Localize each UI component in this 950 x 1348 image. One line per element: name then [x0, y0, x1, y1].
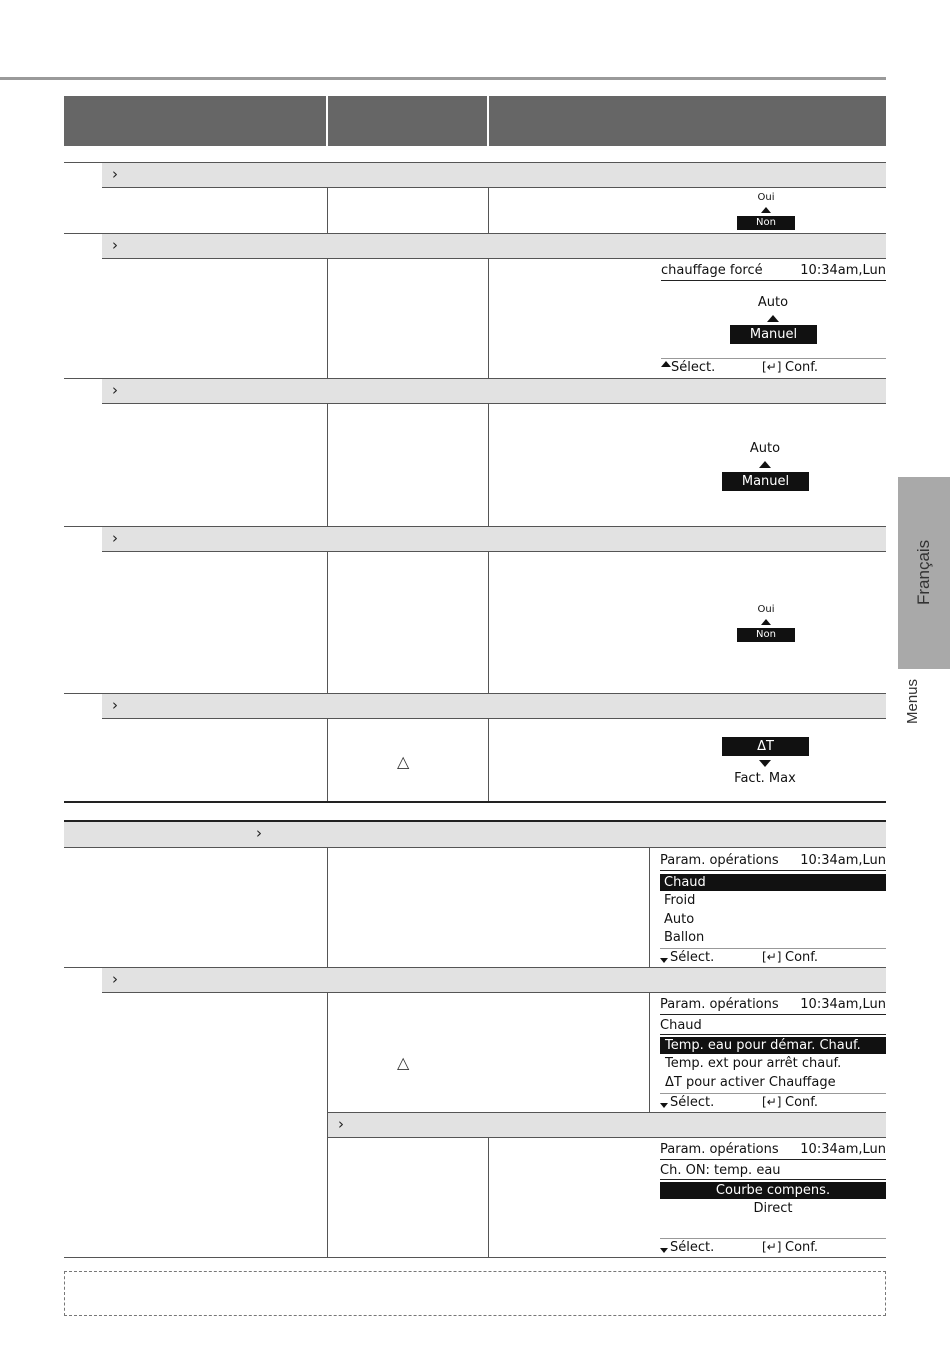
lcd-rule: [660, 1159, 886, 1160]
lcd-title: Param. opérations: [660, 853, 779, 868]
chevron-right-icon: ›: [112, 236, 118, 254]
section-end-rule: [64, 801, 886, 803]
heat-item: ΔT pour activer Chauffage: [665, 1075, 836, 1090]
footer-confirm: Conf.: [785, 950, 819, 965]
footer-select: Sélect.: [670, 1240, 715, 1255]
col-divider: [488, 188, 489, 233]
mode-item-selected: Chaud: [660, 874, 886, 891]
col-divider: [327, 404, 328, 526]
option-auto: Auto: [757, 295, 789, 310]
option-oui: Oui: [757, 604, 775, 615]
lcd-time: 10:34am,Lun: [800, 853, 886, 868]
col-divider: [327, 259, 328, 378]
lcd-time: 10:34am,Lun: [800, 263, 886, 278]
lcd-rule: [660, 1034, 886, 1035]
arrow-up-icon: [767, 315, 779, 322]
section-label: Menus: [904, 678, 921, 724]
enter-key-icon: [↵]: [762, 360, 782, 374]
option-manuel-selected: Manuel: [730, 325, 817, 344]
lcd-rule: [660, 870, 886, 871]
arrow-down-icon: [759, 760, 771, 767]
chevron-right-icon: ›: [256, 824, 262, 842]
mode-item: Froid: [664, 893, 696, 908]
mode-item: Ballon: [664, 930, 705, 945]
col-divider: [327, 188, 328, 233]
option-non-selected: Non: [737, 628, 795, 642]
enter-key-icon: [↵]: [762, 1240, 782, 1254]
header-col-setting: [328, 96, 487, 146]
lcd-rule: [660, 1014, 886, 1015]
lcd-rule: [660, 1238, 886, 1239]
menu-bar-4: [102, 526, 886, 552]
footer-confirm: Conf.: [785, 1095, 819, 1110]
menu-bar-water-temp: [328, 1112, 886, 1138]
col-divider: [488, 719, 489, 802]
lcd-time: 10:34am,Lun: [800, 997, 886, 1012]
col-divider: [488, 404, 489, 526]
language-label: Français: [914, 539, 933, 605]
chevron-right-icon: ›: [112, 696, 118, 714]
heat-item-selected: Temp. eau pour démar. Chauf.: [660, 1037, 886, 1054]
warning-triangle-icon: △: [397, 752, 410, 771]
lcd-rule: [660, 948, 886, 949]
col-divider: [488, 259, 489, 378]
lcd-time: 10:34am,Lun: [800, 1142, 886, 1157]
lcd-rule: [661, 358, 886, 359]
header-col-menu: [64, 96, 326, 146]
table-bottom-rule: [64, 1257, 886, 1258]
footer-select: Sélect.: [670, 1095, 715, 1110]
option-auto: Auto: [749, 441, 781, 456]
chevron-right-icon: ›: [112, 165, 118, 183]
arrow-up-icon: [661, 361, 671, 367]
option-direct: Direct: [753, 1201, 793, 1216]
col-divider: [488, 552, 489, 693]
option-delta-t-selected: ΔT: [722, 737, 809, 756]
footer-confirm: Conf.: [785, 1240, 819, 1255]
lcd-title: chauffage forcé: [661, 263, 763, 278]
arrow-down-icon: [660, 958, 668, 963]
menu-bar-3: [102, 378, 886, 404]
arrow-down-icon: [660, 1103, 668, 1108]
lcd-title: Param. opérations: [660, 1142, 779, 1157]
lcd-rule: [660, 1179, 886, 1180]
enter-key-icon: [↵]: [762, 950, 782, 964]
footer-select: Sélect.: [670, 950, 715, 965]
chevron-right-icon: ›: [112, 970, 118, 988]
chevron-right-icon: ›: [112, 381, 118, 399]
footer-confirm: Conf.: [785, 360, 819, 375]
arrow-up-icon: [761, 619, 771, 625]
mode-item: Auto: [664, 912, 695, 927]
footer-select: Sélect.: [671, 360, 716, 375]
enter-key-icon: [↵]: [762, 1095, 782, 1109]
col-divider: [649, 993, 650, 1112]
lcd-rule: [661, 280, 886, 281]
chevron-right-icon: ›: [338, 1115, 344, 1133]
option-fact-max: Fact. Max: [734, 771, 796, 786]
header-col-description: [489, 96, 886, 146]
option-manuel-selected: Manuel: [722, 472, 809, 491]
menu-bar-2: [102, 233, 886, 259]
col-divider: [649, 848, 650, 967]
menu-bar-5: [102, 693, 886, 719]
col-divider: [488, 1138, 489, 1257]
col-divider: [327, 848, 328, 967]
note-box: [64, 1271, 886, 1316]
arrow-up-icon: [761, 207, 771, 213]
arrow-down-icon: [660, 1248, 668, 1253]
heat-item: Temp. ext pour arrêt chauf.: [665, 1056, 842, 1071]
arrow-up-icon: [759, 461, 771, 468]
col-divider: [327, 719, 328, 802]
menu-bar-operations: [64, 822, 886, 848]
top-rule: [0, 77, 886, 80]
language-side-tab[interactable]: [898, 477, 950, 669]
lcd-title: Param. opérations: [660, 997, 779, 1012]
menu-bar-heat: [102, 967, 886, 993]
lcd-rule: [660, 1093, 886, 1094]
menu-bar-1: [102, 162, 886, 188]
chevron-right-icon: ›: [112, 529, 118, 547]
warning-triangle-icon: △: [397, 1053, 410, 1072]
col-divider: [327, 552, 328, 693]
lcd-subtitle: Ch. ON: temp. eau: [660, 1163, 781, 1178]
option-courbe-selected: Courbe compens.: [660, 1182, 886, 1199]
lcd-subtitle: Chaud: [660, 1018, 702, 1033]
option-non-selected: Non: [737, 216, 795, 230]
option-oui: Oui: [757, 192, 775, 203]
